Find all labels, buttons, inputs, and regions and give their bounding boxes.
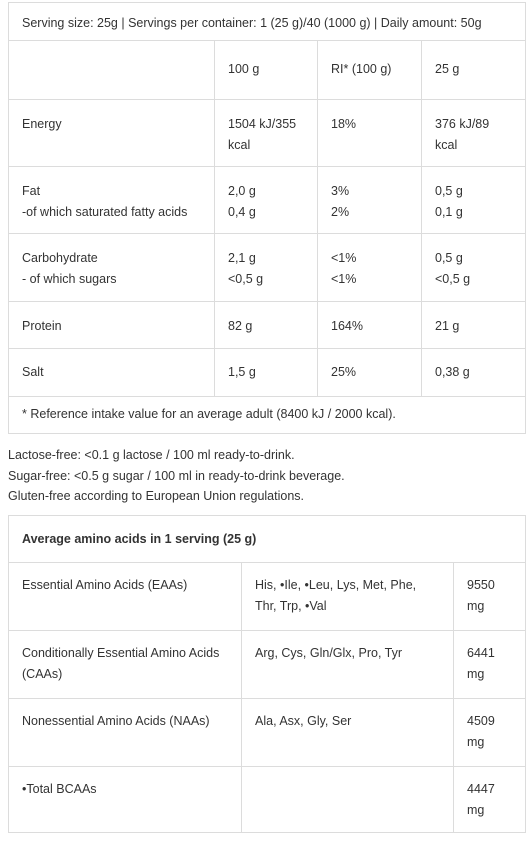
footnote-row <box>9 397 526 434</box>
value-ri <box>318 167 422 234</box>
amino-group-name: Nonessential Amino Acids (NAAs) <box>9 699 242 767</box>
value-text: 0,4 g <box>228 205 256 219</box>
amino-row-naa <box>9 699 526 767</box>
nutrition-table <box>8 2 526 434</box>
value-ri <box>318 100 422 167</box>
value-text: <0,5 g <box>228 272 264 286</box>
nutrient-name: Carbohydrate <box>22 251 98 265</box>
nutrient-name: Protein <box>22 319 62 333</box>
value-text: <1% <box>331 272 357 286</box>
value-text: 2% <box>331 205 350 219</box>
value-text: 0,38 g <box>435 365 470 379</box>
nutrient-name: Energy <box>22 117 62 131</box>
lactose-free-note: Lactose-free: <0.1 g lactose / 100 ml ready-to-drink. <box>8 448 295 462</box>
value-100g <box>215 100 318 167</box>
value-text: 0,5 g <box>435 251 463 265</box>
dietary-notes <box>8 445 525 507</box>
nutrition-row-salt <box>9 349 526 397</box>
value-100g <box>215 167 318 234</box>
amino-row-bcaa <box>9 767 526 833</box>
nutrient-label <box>9 167 215 234</box>
nutrient-subname: -of which saturated fatty acids <box>22 205 188 219</box>
serving-info-row <box>9 3 526 41</box>
amino-acid-table <box>8 515 526 833</box>
value-text: 0,1 g <box>435 205 463 219</box>
reference-intake-footnote: * Reference intake value for an average adult (8400 kJ / 2000 kcal). <box>9 397 526 434</box>
nutrient-label <box>9 100 215 167</box>
value-text: 0,5 g <box>435 184 463 198</box>
nutrient-label <box>9 302 215 349</box>
nutrient-label <box>9 349 215 397</box>
value-25g <box>422 100 526 167</box>
amino-row-eaa <box>9 563 526 631</box>
value-25g <box>422 302 526 349</box>
amino-amount: 9550 mg <box>454 563 526 631</box>
value-ri <box>318 302 422 349</box>
value-100g <box>215 234 318 302</box>
value-text: 3% <box>331 184 350 198</box>
nutrition-row-fat <box>9 167 526 234</box>
nutrition-row-protein <box>9 302 526 349</box>
serving-info: Serving size: 25g | Servings per container: 1 (25 g)/40 (1000 g) | Daily amount: 50g <box>9 3 526 41</box>
amino-title-row <box>9 516 526 563</box>
amino-group-name: Conditionally Essential Amino Acids (CAAs) <box>9 631 242 699</box>
value-25g <box>422 234 526 302</box>
value-text: 164% <box>331 319 363 333</box>
value-ri <box>318 349 422 397</box>
value-text: <0,5 g <box>435 272 471 286</box>
amino-amount: 4509 mg <box>454 699 526 767</box>
amino-acid-list: Arg, Cys, Gln/Glx, Pro, Tyr <box>242 631 454 699</box>
value-text: 18% <box>331 117 357 131</box>
value-100g <box>215 349 318 397</box>
amino-row-caa <box>9 631 526 699</box>
sugar-free-note: Sugar-free: <0.5 g sugar / 100 ml in ready-to-drink beverage. <box>8 468 345 483</box>
nutrient-label <box>9 234 215 302</box>
amino-acid-list <box>242 767 454 833</box>
value-text: 2,0 g <box>228 184 256 198</box>
value-text: 376 kJ/89 kcal <box>435 117 490 152</box>
value-ri <box>318 234 422 302</box>
header-cell-label <box>9 41 215 100</box>
value-25g <box>422 167 526 234</box>
value-text: 25% <box>331 365 357 379</box>
amino-group-name: •Total BCAAs <box>9 767 242 833</box>
nutrition-row-carbohydrate <box>9 234 526 302</box>
nutrient-name: Salt <box>22 365 44 379</box>
nutrient-subname: - of which sugars <box>22 272 117 286</box>
value-text: 1,5 g <box>228 365 256 379</box>
value-text: 82 g <box>228 319 253 333</box>
nutrition-row-energy <box>9 100 526 167</box>
value-text: <1% <box>331 251 357 265</box>
value-100g <box>215 302 318 349</box>
value-text: 21 g <box>435 319 460 333</box>
header-cell-100g: 100 g <box>215 41 318 100</box>
value-text: 2,1 g <box>228 251 256 265</box>
nutrient-name: Fat <box>22 184 41 198</box>
gluten-free-note: Gluten-free according to European Union regulations. <box>8 489 305 503</box>
nutrition-header-row <box>9 41 526 100</box>
amino-amount: 4447 mg <box>454 767 526 833</box>
header-cell-25g: 25 g <box>422 41 526 100</box>
value-25g <box>422 349 526 397</box>
amino-amount: 6441 mg <box>454 631 526 699</box>
amino-acid-list: Ala, Asx, Gly, Ser <box>242 699 454 767</box>
amino-table-title: Average amino acids in 1 serving (25 g) <box>9 516 526 563</box>
header-cell-ri: RI* (100 g) <box>318 41 422 100</box>
amino-group-name: Essential Amino Acids (EAAs) <box>9 563 242 631</box>
amino-acid-list: His, •Ile, •Leu, Lys, Met, Phe, Thr, Trp, •Val <box>242 563 454 631</box>
value-text: 1504 kJ/355 kcal <box>228 117 297 152</box>
